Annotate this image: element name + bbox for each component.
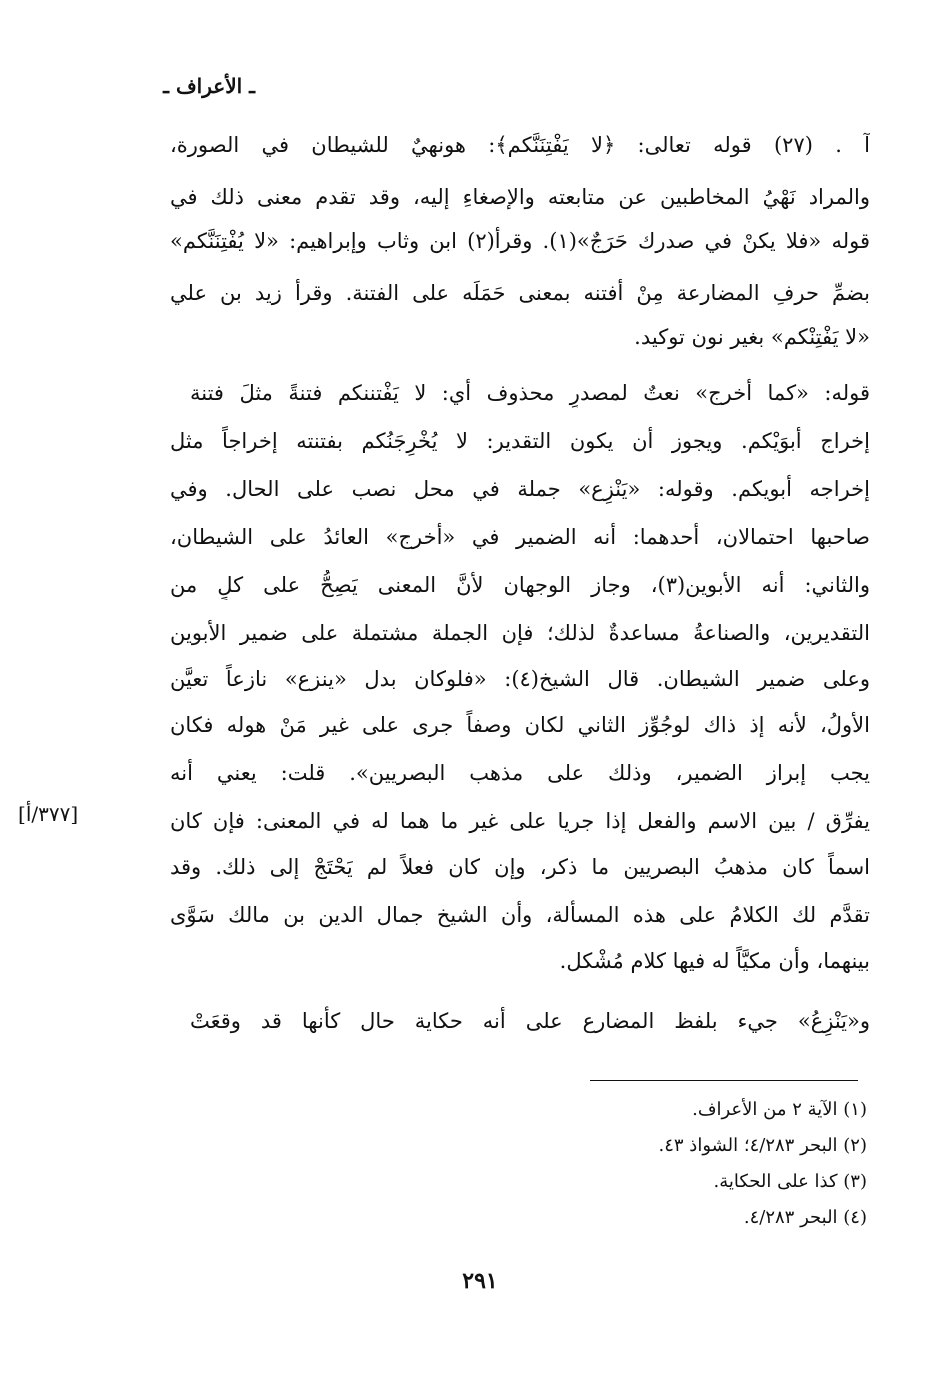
body-line: يفرِّق / بين الاسم والفعل إذا جريا على غير ما هما له في المعنى: فإن كان — [170, 809, 870, 833]
body-line: بينهما، وأن مكيَّاً له فيها كلام مُشْكل. — [559, 949, 870, 973]
body-line: الأولُ، لأنه إذ ذاك لوجُوِّز الثاني لكان وصفاً جرى على غير مَنْ هوله فكان — [170, 713, 870, 737]
body-line: التقديرين، والصناعةُ مساعدةٌ لذلك؛ فإن الجملة مشتملة على ضمير الأبوين — [170, 621, 870, 645]
margin-folio-note: [٣٧٧/أ] — [18, 802, 79, 826]
body-line: يجب إبراز الضمير، وذلك على مذهب البصريين». قلت: يعني أنه — [170, 761, 870, 785]
footnote: (٣) كذا على الحكاية. — [713, 1171, 867, 1192]
footnote: (١) الآية ٢ من الأعراف. — [692, 1099, 867, 1120]
body-line: إخراجه أبويكم. وقوله: «يَنْزِع» جملة في محل نصب على الحال. وفي — [170, 477, 870, 501]
body-line: والمراد نَهْيُ المخاطبين عن متابعته والإصغاءِ إليه، وقد تقدم معنى ذلك في — [170, 185, 870, 209]
body-line: بضمِّ حرفِ المضارعة مِنْ أفتنه بمعنى حَمَلَه على الفتنة. وقرأ زيد بن علي — [170, 281, 870, 305]
body-line: والثاني: أنه الأبوين(٣)، وجاز الوجهان لأنَّ المعنى يَصِحُّ على كلٍ من — [170, 573, 870, 597]
body-line: و«يَنْزِعُ» جيء بلفظ المضارع على أنه حكاية حال كأنها قد وقعَتْ — [190, 1009, 870, 1033]
body-line: صاحبها احتمالان، أحدهما: أنه الضمير في «أخرج» العائدُ على الشيطان، — [170, 525, 870, 549]
body-line: قوله «فلا يكنْ في صدرك حَرَجٌ»(١). وقرأ(٢) ابن وثاب وإبراهيم: «لا يُفْتِنَنَّكم» — [170, 229, 870, 253]
footnote-separator — [590, 1080, 858, 1081]
body-line: إخراج أبوَيْكم. ويجوز أن يكون التقدير: لا يُخْرِجَنُكم بفتنته إخراجاً مثل — [170, 429, 870, 453]
body-line: «لا يَفْتِنْكم» بغير نون توكيد. — [634, 325, 870, 349]
body-line: وعلى ضمير الشيطان. قال الشيخ(٤): «فلوكان بدل «ينزع» نازعاً تعيَّن — [170, 667, 870, 691]
footnote: (٤) البحر ٤/٢٨٣. — [743, 1207, 867, 1228]
page-number: ٢٩١ — [462, 1268, 498, 1294]
body-line: آ . (٢٧) قوله تعالى: ﴿لا يَفْتِنَنَّكم﴾: هونهيٌ للشيطان في الصورة، — [170, 133, 870, 157]
running-header: ـ الأعراف ـ — [163, 74, 255, 98]
footnote: (٢) البحر ٤/٢٨٣؛ الشواذ ٤٣. — [658, 1135, 867, 1156]
body-line: قوله: «كما أخرج» نعتٌ لمصدرٍ محذوف أي: لا يَفْتننكم فتنةً مثلَ فتنة — [190, 381, 870, 405]
body-line: اسماً كان مذهبُ البصريين ما ذكر، وإن كان فعلاً لم يَحْتَجْ إلى ذلك. وقد — [170, 855, 870, 879]
body-line: تقدَّم لك الكلامُ على هذه المسألة، وأن الشيخ جمال الدين بن مالك سَوَّى — [170, 903, 870, 927]
